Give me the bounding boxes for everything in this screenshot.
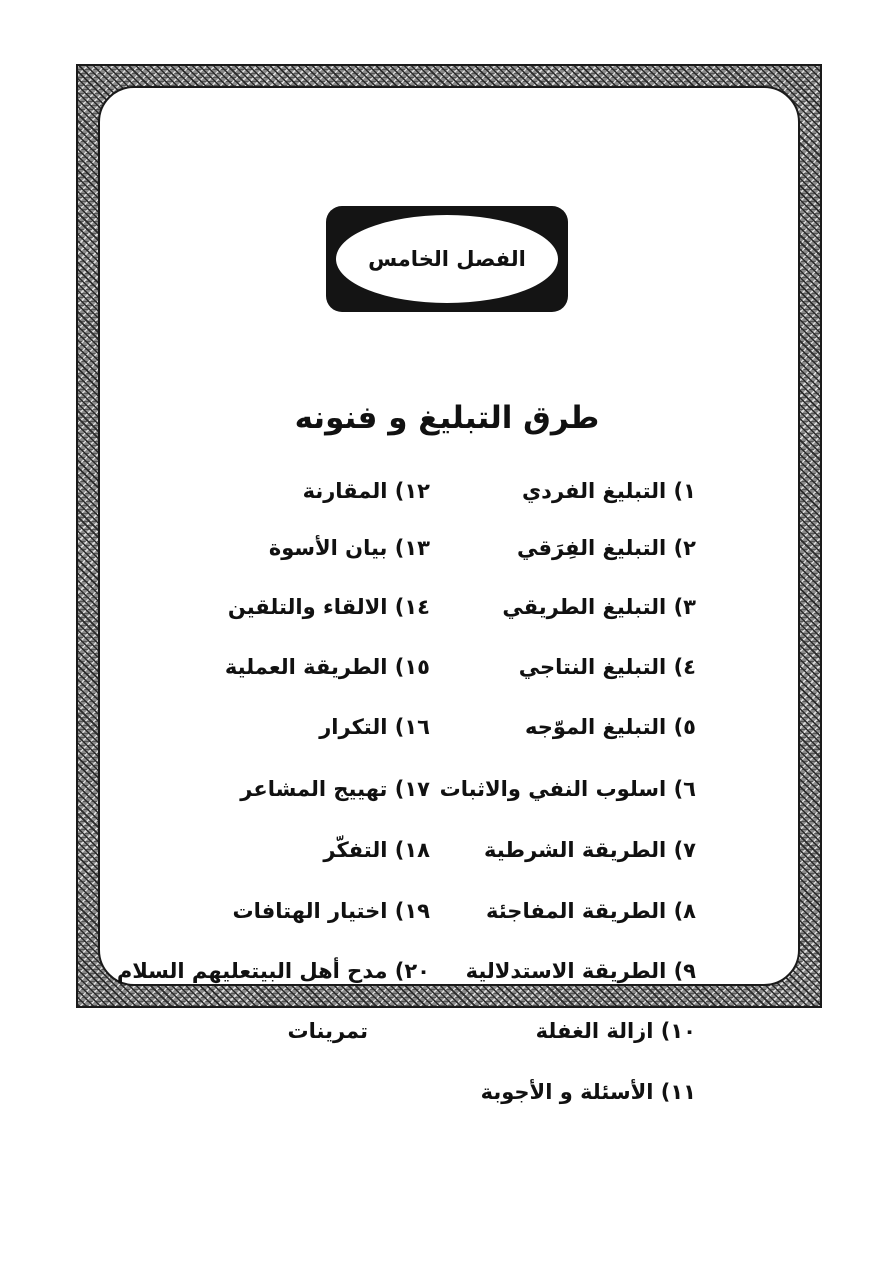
- toc-item-13: ١٣) بيان الأسوة: [268, 536, 430, 560]
- toc-item-11: ١١) الأسئلة و الأجوبة: [480, 1080, 696, 1104]
- toc-item-18: ١٨) التفكّر: [323, 838, 430, 862]
- toc-item-14: ١٤) الالقاء والتلقين: [227, 595, 430, 619]
- toc-item-16: ١٦) التكرار: [319, 715, 430, 739]
- toc-item-10: ١٠) ازالة الغفلة: [535, 1019, 696, 1043]
- toc-item-2: ٢) التبليغ الفِرَقي: [516, 536, 696, 560]
- toc-item-3: ٣) التبليغ الطريقي: [502, 595, 696, 619]
- toc-item-20: ٢٠) مدح أهل البيتعليهم السلام: [116, 959, 430, 983]
- toc-item-6: ٦) اسلوب النفي والاثبات: [439, 777, 696, 801]
- chapter-header-oval: [336, 215, 558, 303]
- chapter-header-box: [326, 206, 568, 312]
- toc-item-7: ٧) الطريقة الشرطية: [484, 838, 696, 862]
- toc-item-5: ٥) التبليغ الموّجه: [525, 715, 696, 739]
- toc-item-19: ١٩) اختيار الهتافات: [232, 899, 430, 923]
- toc-item-15: ١٥) الطريقة العملية: [224, 655, 430, 679]
- exercises-label: تمرينات: [287, 1019, 368, 1043]
- toc-item-9: ٩) الطريقة الاستدلالية: [465, 959, 696, 983]
- chapter-label: الفصل الخامس: [368, 247, 526, 271]
- toc-item-1: ١) التبليغ الفردي: [521, 479, 696, 503]
- page-title: طرق التبليغ و فنونه: [294, 400, 600, 436]
- toc-item-17: ١٧) تهييج المشاعر: [240, 777, 430, 801]
- toc-item-4: ٤) التبليغ النتاجي: [518, 655, 696, 679]
- toc-item-8: ٨) الطريقة المفاجئة: [486, 899, 696, 923]
- toc-item-12: ١٢) المقارنة: [302, 479, 430, 503]
